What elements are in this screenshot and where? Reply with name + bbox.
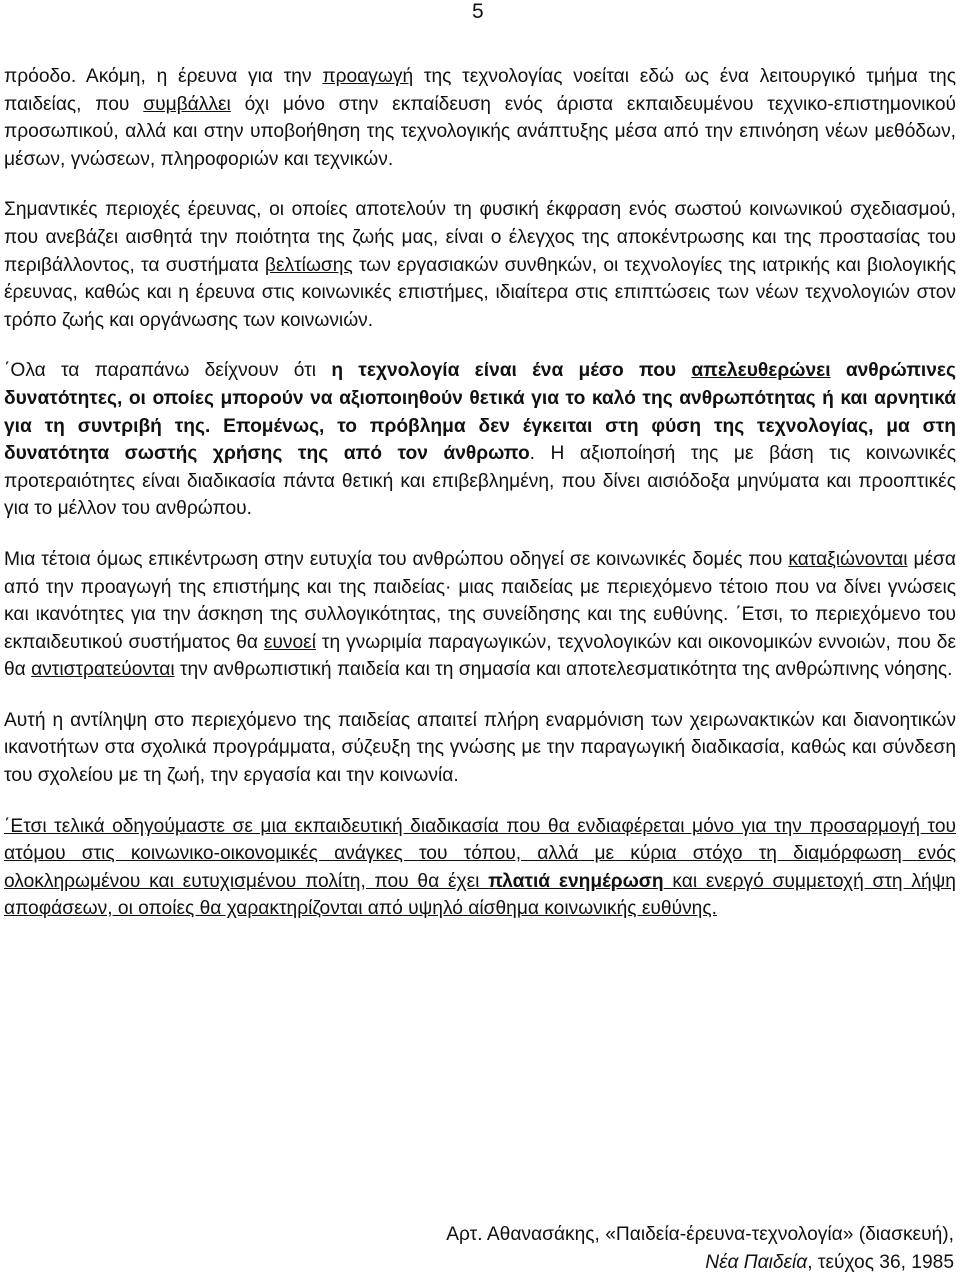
text: ΄Ετσι τελικά οδηγούμαστε σε μια εκπαιδευτική διαδικασία που θα ενδιαφέρεται μόνο για την προσαρμογή του ατόμου στις κοινωνικο-οικονομικές ανάγκες του τόπου, αλλά με κύρια στόχο τη διαμόρφωση ενός ολοκληρωμένου και ευτυχισμένου πολίτη, που θα έχει	[4, 815, 956, 892]
citation	[300, 1221, 954, 1276]
paragraph-2	[4, 196, 956, 334]
underlined-text: καταξιώνονται	[788, 548, 908, 570]
bold-text: η τεχνολογία είναι ένα μέσο που	[331, 360, 692, 382]
bold-text: πλατιά ενημέρωση	[488, 870, 664, 892]
text: των εργασιακών συνθηκών, οι τεχνολογίες της ιατρικής και βιολογικής έρευνας, καθώς και η έρευνα στις κοινωνικές επιστήμες, ιδιαίτερα στις επιπτώσεις των νέων τεχνολογιών στον τρόπο ζωής και οργάνωσης των κοινωνιών.	[4, 254, 957, 331]
text: Σημαντικές περιοχές έρευνας, οι οποίες αποτελούν τη φυσική έκφραση ενός σωστού κοινωνικού σχεδιασμού, που ανεβάζει αισθητά την ποιότητα της ζωής μας, είναι ο έλεγχος της αποκέντρωσης και της προστασίας του περιβάλλοντος, τα συστήματα	[4, 199, 956, 276]
document-body	[4, 63, 956, 946]
underlined-text: αντιστρατεύονται	[31, 659, 175, 681]
text: όχι μόνο στην εκπαίδευση ενός άριστα εκπαιδευμένου τεχνικο-επιστημονικού προσωπικού, αλλά και στην υποβοήθηση της τεχνολογικής ανάπτυξης μέσα από την επινόηση νέων μεθόδων, μέσων, γνώσεων, πληροφοριών και τεχνικών.	[4, 93, 956, 170]
text: μέσα από την προαγωγή της επιστήμης και της παιδείας· μιας παιδείας με περιεχόμενο τέτοιο που να δίνει γνώσεις και ικανότητες για την άσκηση της συλλογικότητας, της συνείδησης και της ευθύνης. ΄Ετσι, το περιεχόμενο του εκπαιδευτικού συστήματος θα	[4, 548, 956, 653]
text: της τεχνολογίας νοείται εδώ ως ένα λειτουργικό τμήμα της παιδείας, που	[4, 66, 956, 115]
bold-text: ανθρώπινες δυνατότητες, οι οποίες μπορούν να αξιοποιηθούν θετικά για το καλό της ανθρωπότητας ή και αρνητικά για τη συντριβή της. Επομένως, το πρόβλημα δεν έγκειται στη φύση της τεχνολογίας, μα στη δυνατότητα σωστής χρήσης της από τον άνθρωπο	[4, 360, 956, 465]
text: . Η αξιοποίησή της με βάση τις κοινωνικές προτεραιότητες είναι διαδικασία πάντα θετική και επιβεβλημένη, που δίνει αισιόδοξα μηνύματα και προοπτικές για το μέλλον του ανθρώπου.	[4, 443, 956, 520]
underlined-text: ευνοεί	[263, 631, 317, 653]
citation-source	[300, 1249, 954, 1277]
paragraph-6	[4, 813, 956, 923]
paragraph-4	[4, 546, 956, 684]
text: και ενεργό συμμετοχή στη λήψη αποφάσεων, οι οποίες θα χαρακτηρίζονται από υψηλό αίσθημα κοινωνικής ευθύνης.	[4, 870, 956, 920]
underlined-text: συμβάλλει	[143, 93, 231, 115]
text: πρόοδο. Ακόμη, η έρευνα για την	[4, 66, 323, 87]
paragraph-3	[4, 357, 956, 523]
citation-author-title: Αρτ. Αθανασάκης, «Παιδεία-έρευνα-τεχνολογία» (διασκευή),	[446, 1224, 954, 1245]
text: τη γνωριμία παραγωγικών, τεχνολογικών και οικονομικών εννοιών, που δε θα	[4, 631, 957, 681]
paragraph-1	[4, 63, 956, 173]
underlined-text: προαγωγή	[322, 66, 414, 87]
paragraph-5	[4, 707, 956, 790]
page-number: 5	[472, 0, 484, 23]
text: Αυτή η αντίληψη στο περιεχόμενο της παιδείας απαιτεί πλήρη εναρμόνιση των χειρωνακτικών και διανοητικών ικανοτήτων στα σχολικά προγράμματα, σύζευξη της γνώσης με την παραγωγική διαδικασία, καθώς και σύνδεση του σχολείου με τη ζωή, την εργασία και την κοινωνία.	[4, 709, 956, 787]
text: την ανθρωπιστική παιδεία και τη σημασία και αποτελεσματικότητα της ανθρώπινης νόησης.	[174, 659, 953, 681]
underlined-text: βελτίωσης	[264, 254, 353, 276]
citation-journal: Νέα Παιδεία	[705, 1251, 808, 1273]
text: ΄Ολα τα παραπάνω δείχνουν ότι	[4, 360, 332, 382]
bold-underlined-text: απελευθερώνει	[691, 360, 831, 382]
citation-issue: , τεύχος 36, 1985	[807, 1251, 954, 1273]
text: Μια τέτοια όμως επικέντρωση στην ευτυχία του ανθρώπου οδηγεί σε κοινωνικές δομές που	[4, 548, 789, 570]
